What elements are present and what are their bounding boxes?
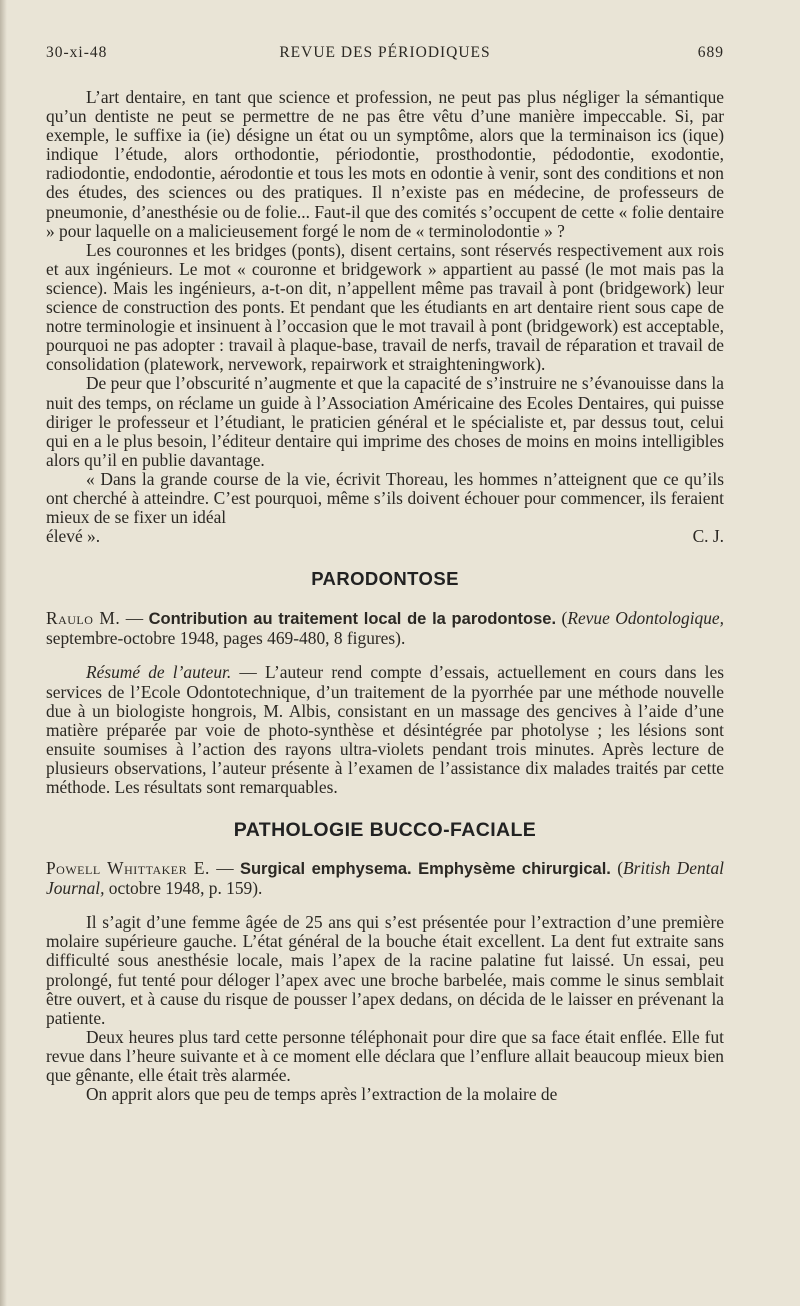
author-summary	[46, 663, 724, 797]
article-reference-powell: Powell Whittaker E. — Surgical emphysema. Emphysème chirurgical. (British Dental Journal, octobre 1948, p. 159).	[46, 858, 725, 899]
article-author: Raulo M.	[46, 608, 121, 629]
running-header	[46, 44, 724, 68]
section-heading-pathologie: PATHOLOGIE BUCCO-FACIALE	[233, 819, 537, 842]
intro-paragraph-1: L’art dentaire, en tant que science et profession, ne peut pas plus négliger la sémantique qu’un dentiste ne peut se permettre de ne pas être vêtu d’une manière impeccable. Si, par exemple, le suffixe ia (ie) désigne un état ou un symptôme, alors que la terminaison ics (ique) indique l’étude, alors orthodontie, périodontie, prosthodontie, pédodontie, exodontie, radiodontie, endodontie, aérodontie et tous les mots en odontie à venir, sont des conditions et non des études, des sciences ou des pratiques. Il n’existe pas en médecine, de professeurs de pneumonie, d’anesthésie ou de folie... Faut-il que des comités s’occupent de cette « folie dentaire » pour laquelle on a malicieusement forgé le nom de « terminolodontie » ?	[46, 87, 724, 241]
quote-closing-line	[46, 527, 724, 546]
summary-label: Résumé de l’auteur.	[86, 662, 232, 683]
page-edge-shadow	[0, 0, 7, 1306]
article-reference-raulo: Raulo M. — Contribution au traitement local de la parodontose. (Revue Odontologique, septembre-octobre 1948, pages 469-480, 8 figures).	[46, 608, 724, 649]
section-heading-parodontose: PARODONTOSE	[311, 568, 459, 590]
article-title: Surgical emphysema. Emphysème chirurgical.	[239, 860, 611, 879]
quote-end: élevé ».	[46, 526, 101, 547]
page-body	[46, 88, 724, 1104]
signature: C. J.	[692, 526, 724, 547]
article-source-details: septembre-octobre 1948, pages 469-480, 8 figures).	[46, 628, 406, 649]
page-number: 689	[697, 44, 724, 61]
case-paragraph-3: On apprit alors que peu de temps après l’extraction de la molaire de	[86, 1084, 558, 1105]
header-date: 30-xi-48	[46, 44, 108, 61]
article-author: Powell Whittaker E.	[46, 858, 210, 879]
article-source-journal: British Dental Journal,	[46, 858, 725, 899]
journal-title: REVUE DES PÉRIODIQUES	[279, 44, 491, 61]
article-source-journal: Revue Odontologique,	[567, 608, 724, 629]
summary-text: — L’auteur rend compte d’essais, actuellement en cours dans les services de l’Ecole Odontotechnique, d’un traitement de la pyorrhée par une méthode nouvelle due à un biologiste hongrois, M. Albis, consistant en un massage des gencives à l’aide d’une matière préparée par voie de photo-synthèse et désintégrée par photolyse ; les lésions sont ensuite soumises à l’action des rayons ultra-violets pendant trois minutes. Après lecture de plusieurs observations, l’auteur présente à l’examen de l’assistance dix malades traités par cette méthode. Les résultats sont remarquables.	[46, 662, 725, 797]
article-source-details: octobre 1948, p. 159).	[104, 878, 263, 899]
article-title: Contribution au traitement local de la parodontose.	[148, 610, 557, 629]
intro-paragraph-2: Les couronnes et les bridges (ponts), disent certains, sont réservés respectivement aux rois et aux ingénieurs. Le mot « couronne et bridgework » appartient au passé (le mot mais pas la science). Mais les ingénieurs, a-t-on dit, n’appellent même pas travail à pont (bridgework) leur science de construction des ponts. Et pendant que les étudiants en art dentaire rient sous cape de notre terminologie et insinuent à l’occasion que le mot travail à pont (bridgework) est acceptable, pourquoi ne pas adopter : travail à plaque-base, travail de nerfs, travail de réparation et travail de consolidation (platework, nervework, repairwork et straighteningwork).	[46, 239, 724, 375]
case-paragraph-1: Il s’agit d’une femme âgée de 25 ans qui s’est présentée pour l’extraction d’une première molaire supérieure gauche. L’état général de la bouche était excellent. La dent fut extraite sans difficulté sous anesthésie locale, mais l’apex de la racine palatine fut laissé. Un essai, peu prolongé, fut tenté pour déloger l’apex avec une broche barbelée, mais comme le sinus semblait être ouvert, et à cause du risque de pousser l’apex dedans, on décida de le laisser en prévenant la patiente.	[46, 912, 724, 1028]
intro-paragraph-3: De peur que l’obscurité n’augmente et que la capacité de s’instruire ne s’évanouisse dans la nuit des temps, on réclame un guide à l’Association Américaine des Ecoles Dentaires, qui puisse diriger le professeur et l’étudiant, le praticien général et le spécialiste et, par dessus tout, celui qui en a le plus besoin, l’éditeur dentaire qui imprime des choses de moins en moins intelligibles alors qu’il en publie davantage.	[46, 373, 724, 470]
case-paragraph-2: Deux heures plus tard cette personne téléphonait pour dire que sa face était enflée. Elle fut revue dans l’heure suivante et à ce moment elle déclara que l’enflure allait beaucoup mieux bien que gênante, elle était très alarmée.	[46, 1026, 724, 1086]
thoreau-quote-paragraph: « Dans la grande course de la vie, écrivit Thoreau, les hommes n’atteignent que ce qu’ils ont cherché à atteindre. C’est pourquoi, même s’ils doivent échouer pour commencer, ils feraient mieux de se fixer un idéal	[46, 468, 724, 528]
